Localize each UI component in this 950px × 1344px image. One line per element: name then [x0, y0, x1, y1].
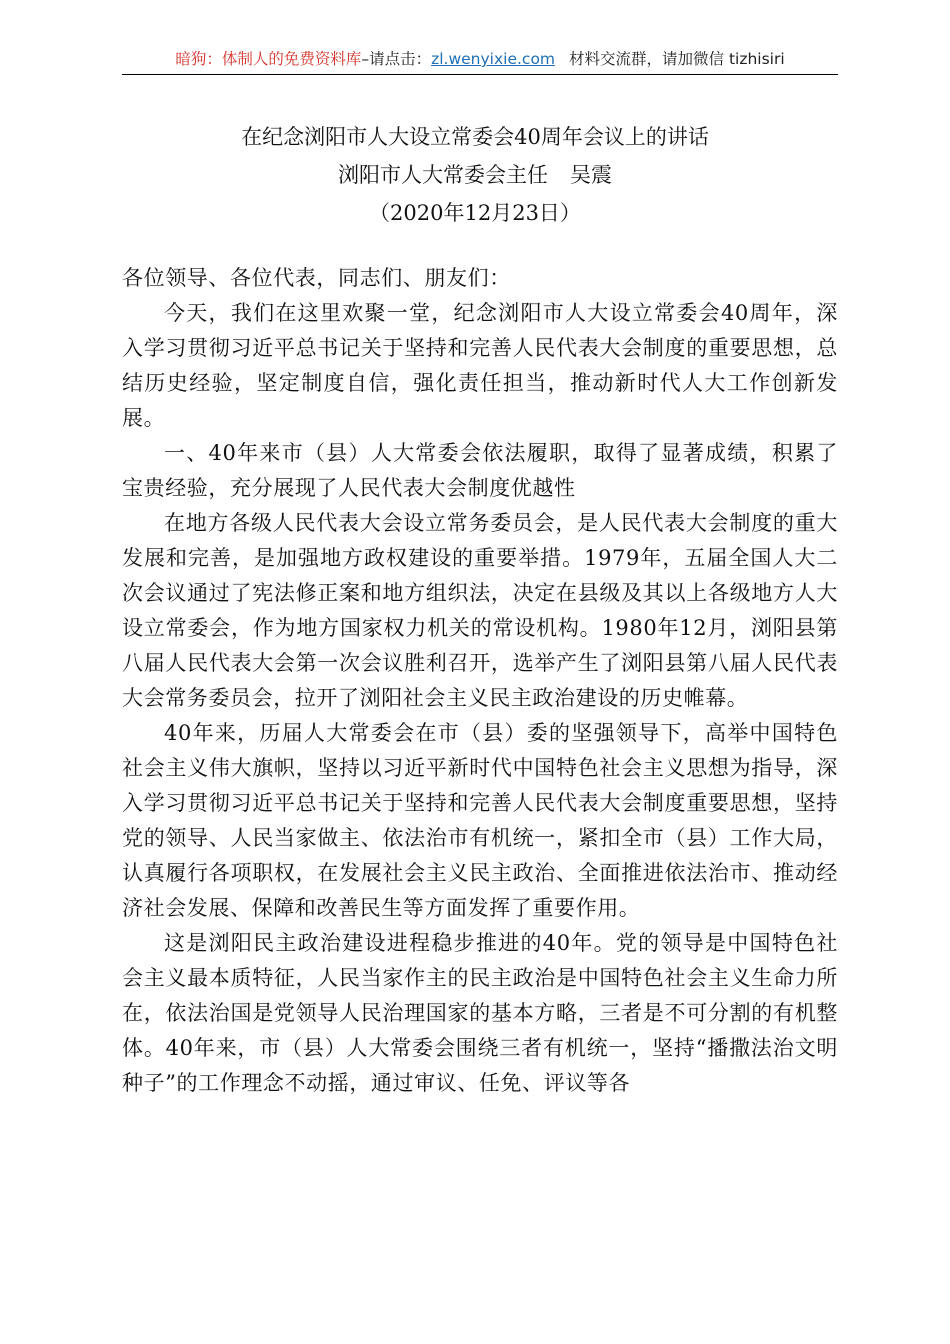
- document-title: 在纪念浏阳市人大设立常委会40周年会议上的讲话: [241, 125, 709, 149]
- paragraph: 40年来，历届人大常委会在市（县）委的坚强领导下，高举中国特色社会主义伟大旗帜，坚持以习近平新时代中国特色社会主义思想为指导，深入学习贯彻习近平总书记关于坚持和完善人民代表大会制度重要思想，坚持党的领导、人民当家做主、依法治市有机统一，紧扣全市（县）工作大局，认真履行各项职权，在发展社会主义民主政治、全面推进依法治市、推动经济社会发展、保障和改善民生等方面发挥了重要作用。: [122, 721, 838, 920]
- speaker-name: 吴震: [570, 163, 612, 187]
- speech-date: （2020年12月23日）: [369, 201, 581, 225]
- header-link[interactable]: zl.wenyixie.com: [431, 50, 556, 68]
- speaker-role: 浏阳市人大常委会主任: [338, 163, 548, 187]
- speaker-line: [0, 156, 950, 194]
- salutation: 各位领导、各位代表，同志们、朋友们：: [122, 266, 511, 290]
- header-brand: 暗狗：体制人的免费资料库: [175, 50, 362, 68]
- header-click-prompt: –请点击：: [361, 50, 432, 68]
- speech-body: [122, 261, 838, 1101]
- section-heading: 一、40年来市（县）人大常委会依法履职，取得了显著成绩，积累了宝贵经验，充分展现了人民代表大会制度优越性: [122, 441, 838, 500]
- paragraph: 这是浏阳民主政治建设进程稳步推进的40年。党的领导是中国特色社会主义最本质特征，人民当家作主的民主政治是中国特色社会主义生命力所在，依法治国是党领导人民治理国家的基本方略，三者是不可分割的有机整体。40年来，市（县）人大常委会围绕三者有机统一，坚持“播撒法治文明种子”的工作理念不动摇，通过审议、任免、评议等各: [122, 931, 838, 1095]
- page-header: [122, 44, 838, 75]
- paragraph: 今天，我们在这里欢聚一堂，纪念浏阳市人大设立常委会40周年，深入学习贯彻习近平总书记关于坚持和完善人民代表大会制度的重要思想，总结历史经验，坚定制度自信，强化责任担当，推动新时代人大工作创新发展。: [122, 301, 838, 430]
- title-block: [0, 118, 950, 232]
- header-wechat-note: 材料交流群，请加微信 tizhisiri: [569, 50, 785, 68]
- paragraph: 在地方各级人民代表大会设立常务委员会，是人民代表大会制度的重大发展和完善，是加强地方政权建设的重要举措。1979年，五届全国人大二次会议通过了宪法修正案和地方组织法，决定在县级及其以上各级地方人大设立常委会，作为地方国家权力机关的常设机构。1980年12月，浏阳县第八届人民代表大会第一次会议胜利召开，选举产生了浏阳县第八届人民代表大会常务委员会，拉开了浏阳社会主义民主政治建设的历史帷幕。: [122, 511, 838, 710]
